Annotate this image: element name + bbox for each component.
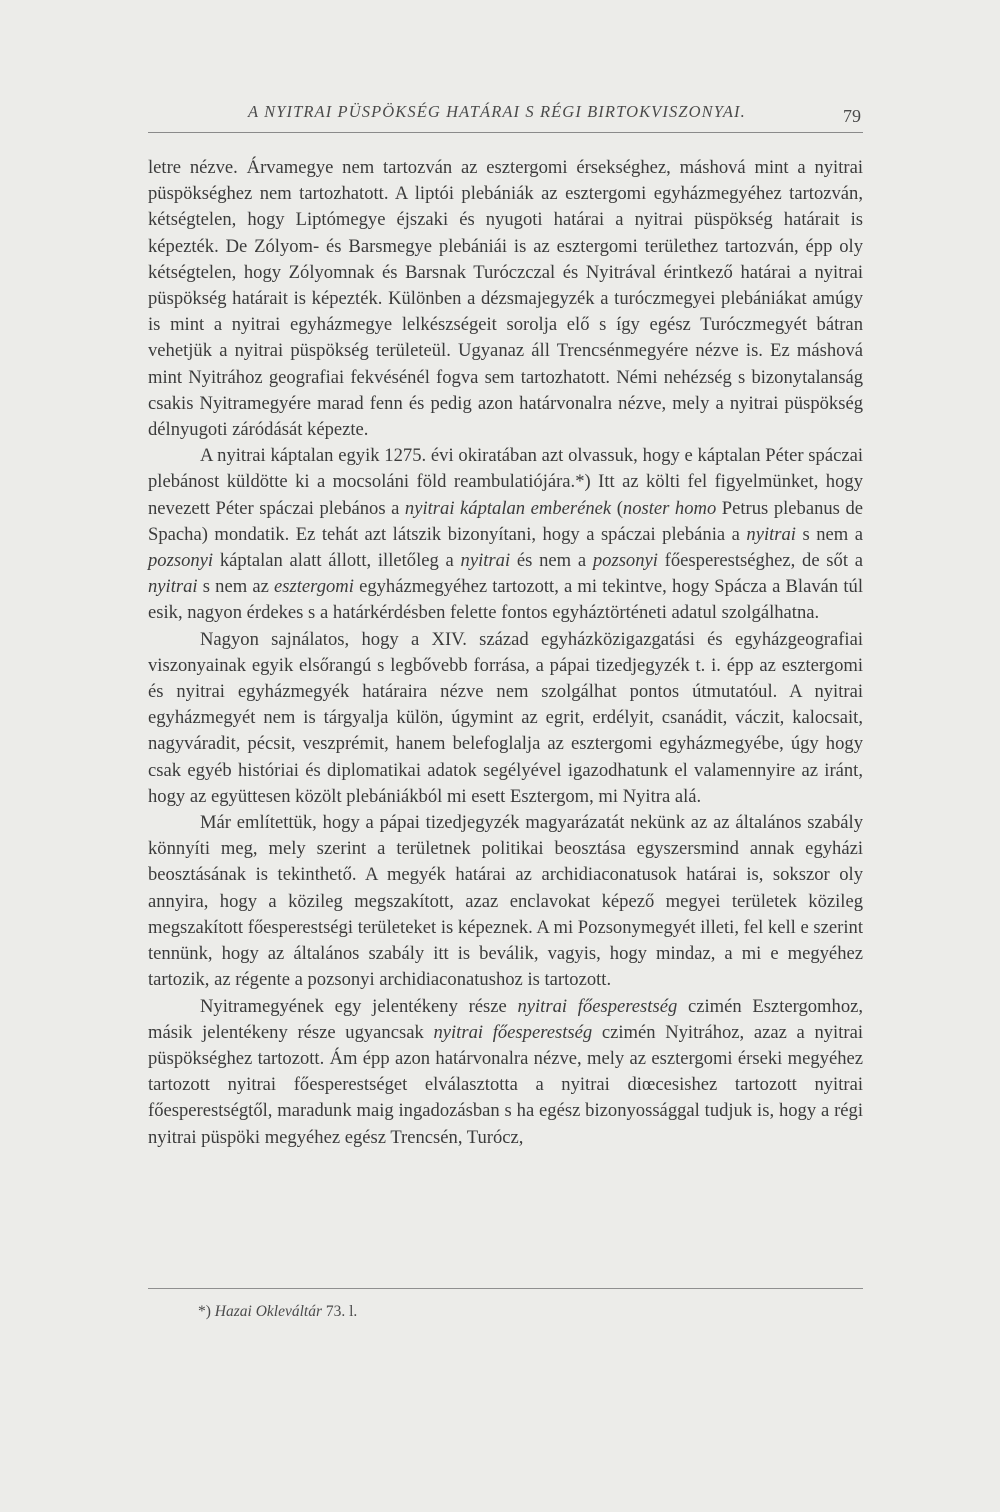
body-text bbox=[148, 155, 863, 1151]
italic-phrase: noster homo bbox=[622, 497, 717, 519]
italic-phrase: nyitrai bbox=[746, 523, 796, 545]
italic-phrase: nyitrai káptalan emberének bbox=[404, 497, 612, 519]
text-run: Petrus plebanus de Spacha) mondatik. Ez tehát azt látszik bizonyítani, hogy a spáczai plebánia a bbox=[148, 497, 864, 545]
text-run: czimén Nyitrához, azaz a nyitrai püspökséghez tartozott. Ám épp azon határvonalra nézve, mely az esztergomi érseki megyéhez tartozott nyitrai főesperestséget elválasztotta a nyitrai diœcesishez tartozott nyitrai főesperestségtől, maradunk maig ingadozásban s ha egész bizonyossággal tudjuk is, hogy a régi nyitrai püspöki megyéhez egész Trencsén, Turócz, bbox=[148, 1021, 863, 1148]
text-run: Már említettük, hogy a pápai tizedjegyzék magyarázatát nekünk az az általános szabály könnyíti meg, mely szerint a területnek politikai beosztása egyszersmind annak egyházi beosztásának is tekinthető. A megyék határai az archidiaconatusok határai is, sokszor oly annyira, hogy a közileg megszakított, azaz enclavokat képező megyei területek közileg megszakított főesperestségi területeket is képeznek. A mi Pozsonymegyét illeti, fel kell e szerint tennünk, hogy az általános szabály itt is beválik, vagyis, hogy mindaz, a mi e megyéhez tartozik, az régente a pozsonyi archidiaconatushoz is tartozott. bbox=[148, 812, 863, 991]
text-run: Nagyon sajnálatos, hogy a XIV. század egyházközigazgatási és egyházgeografiai viszonyainak egyik elsőrangú s legbővebb forrása, a pápai tizedjegyzék t. i. épp az esztergomi és nyitrai egyházmegyék határaira nézve nem szolgálhat pontos útmutatóul. A nyitrai egyházmegyét nem is tárgyalja külön, úgymint az egrit, erdélyit, csanádit, váczit, kalocsait, nagyváradit, pécsit, veszprémit, hanem belefoglalja az esztergomi egyházmegyébe, úgy hogy csak egyéb históriai és diplomatikai adatok segélyével igazodhatunk el valamennyire az iránt, hogy az együttesen közölt plebániákból mi esett Esztergom, mi Nyitra alá. bbox=[148, 628, 863, 807]
page-number: 79 bbox=[843, 106, 861, 126]
paragraph-2 bbox=[148, 443, 863, 626]
italic-phrase: nyitrai bbox=[148, 576, 198, 598]
footnote-rule bbox=[148, 1288, 863, 1289]
footnote-source: Hazai Okleváltár bbox=[214, 1303, 322, 1320]
text-run: Nyitramegyének egy jelentékeny része bbox=[200, 995, 518, 1017]
text-run: ( bbox=[611, 497, 623, 519]
italic-phrase: pozsonyi bbox=[592, 550, 658, 572]
italic-phrase: nyitrai főesperestség bbox=[517, 995, 678, 1017]
footnote-page: 73. l. bbox=[325, 1303, 358, 1320]
text-run: s nem az bbox=[197, 576, 275, 598]
text-run: káptalan alatt állott, illetőleg a bbox=[213, 550, 461, 572]
italic-phrase: nyitrai főesperestség bbox=[433, 1021, 593, 1043]
text-run: letre nézve. Árvamegye nem tartozván az esztergomi érsekséghez, máshová mint a nyitrai püspökséghez nem tartozhatott. A liptói plebániák az esztergomi egyházmegyéhez tartozván, kétségtelen, hogy Liptómegye éjszaki és nyugoti határai a nyitrai püspökség határait is képezték. De Zólyom- és Barsmegye plebániái is az esztergomi területhez tartozván, épp oly kétségtelen, hogy Zólyomnak és Barsnak Turóczczal és Nyitrával érintkező határai a nyitrai püspökség határait is képezték. Különben a dézsmajegyzék a turóczmegyei plebániákat amúgy is mint a nyitrai egyházmegye lelkészségeit sorolja elő s így egész Turóczmegyét bátran vehetjük a nyitrai püspökség területeül. Ugyanaz áll Trencsénmegyére nézve is. Ez máshová mint Nyitrához geografiai fekvésénél fogva sem tartozhatott. Némi nehézség s bizonytalanság csakis Nyitramegyére marad fenn és pedig azon határvonalra nézve, mely a nyitrai püspökség délnyugoti záródását képezte. bbox=[148, 157, 863, 441]
footnote bbox=[198, 1303, 357, 1321]
italic-phrase: pozsonyi bbox=[148, 550, 214, 572]
running-header bbox=[148, 98, 863, 138]
paragraph-4 bbox=[148, 810, 863, 993]
text-run: czimén Esztergomhoz, másik jelentékeny része ugyancsak bbox=[148, 995, 864, 1043]
text-run: A nyitrai káptalan egyik 1275. évi okiratában azt olvassuk, hogy e káptalan Péter spáczai plebánost küldötte ki a mocsoláni föld reambulatiójára.*) Itt az költi fel figyelmünket, hogy nevezett Péter spáczai plebános a bbox=[148, 445, 863, 519]
italic-phrase: esztergomi bbox=[274, 576, 354, 598]
text-run: főesperestséghez, de sőt a bbox=[657, 550, 863, 572]
text-run: és nem a bbox=[510, 550, 593, 572]
footnote-marker: *) bbox=[198, 1303, 211, 1320]
paragraph-3 bbox=[148, 627, 863, 810]
paragraph-1 bbox=[148, 155, 863, 443]
header-rule bbox=[148, 132, 863, 133]
italic-phrase: nyitrai bbox=[460, 550, 511, 572]
text-run: s nem a bbox=[795, 523, 863, 545]
running-title: A NYITRAI PÜSPÖKSÉG HATÁRAI S RÉGI BIRTOKVISZONYAI. bbox=[248, 102, 746, 121]
paragraph-5 bbox=[148, 994, 863, 1151]
text-run: egyházmegyéhez tartozott, a mi tekintve, hogy Spácza a Blaván túl esik, nagyon érdekes s a határkérdésben felette fontos egyháztörténeti adatul szolgálhatna. bbox=[148, 576, 863, 624]
